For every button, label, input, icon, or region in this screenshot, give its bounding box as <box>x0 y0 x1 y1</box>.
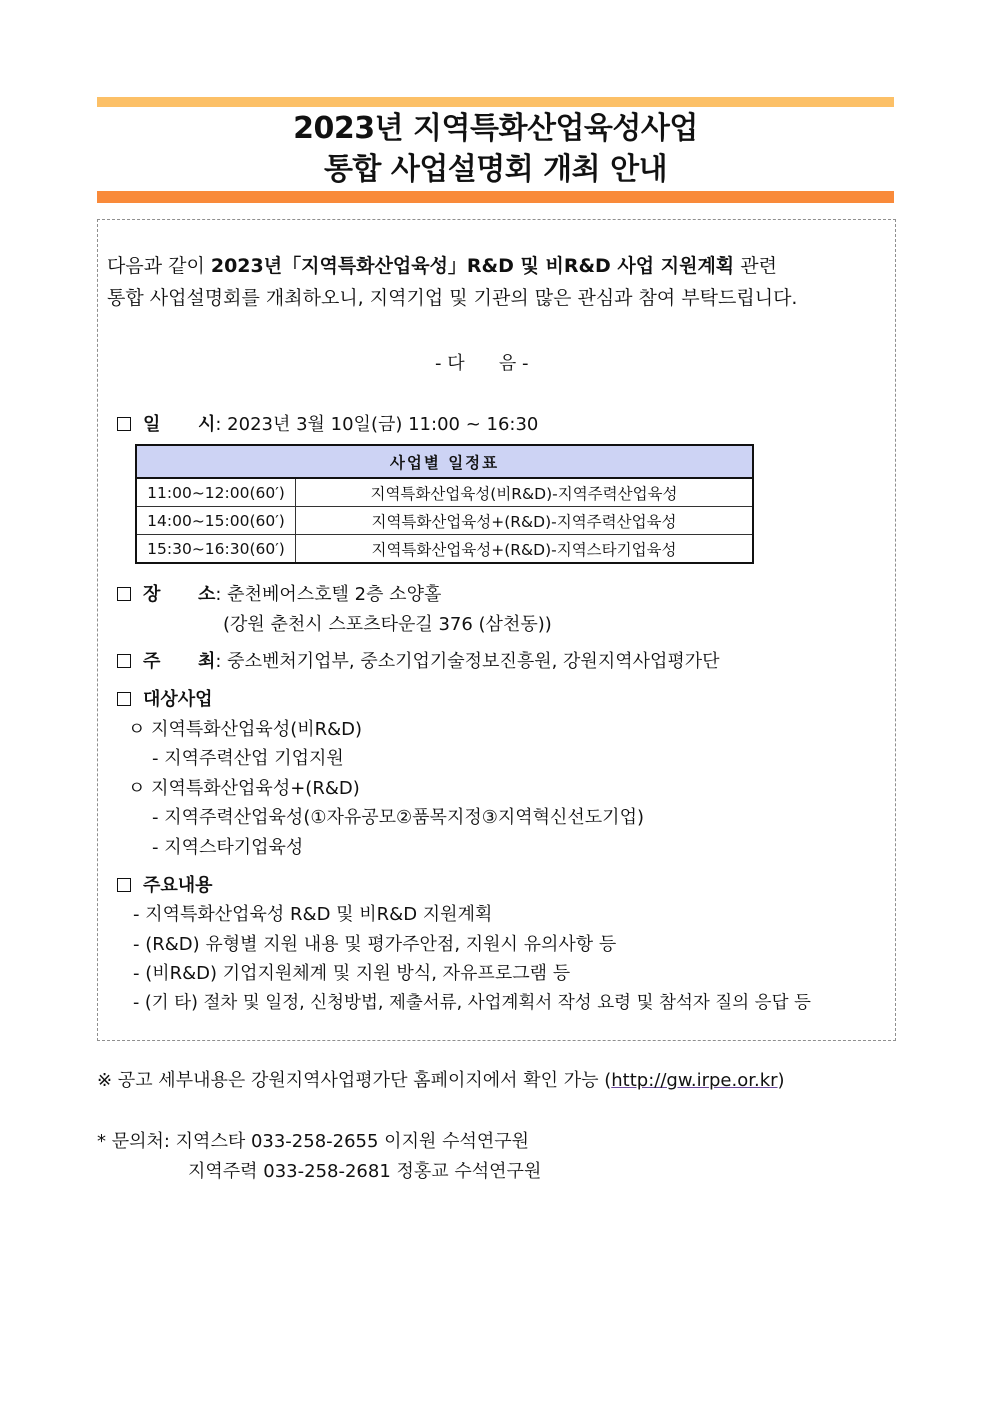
contents-item: - (기 타) 절차 및 일정, 신청방법, 제출서류, 사업계획서 작성 요령 및 참석자 질의 응답 등 <box>133 993 811 1013</box>
venue-line <box>117 580 441 606</box>
target-heading-line <box>117 685 213 711</box>
notice-text: ※ 공고 세부내용은 강원지역사업평가단 홈페이지에서 확인 가능 ( <box>97 1070 612 1091</box>
row-program: 지역특화산업육성+(R&D)-지역스타기업육성 <box>296 535 754 564</box>
target-item-2-sub-2: - 지역스타기업육성 <box>152 837 304 858</box>
target-item-2: ㅇ 지역특화산업육성+(R&D) <box>128 778 360 799</box>
intro-text-c: 관련 <box>734 255 777 277</box>
intro-text-a: 다음과 같이 <box>107 255 211 277</box>
host-line <box>117 647 720 673</box>
intro-line-1 <box>107 251 777 278</box>
document-title <box>97 108 894 190</box>
checkbox-square-icon <box>117 417 131 431</box>
title-bottom-bar <box>97 191 894 203</box>
contents-heading: 주요내용 <box>143 875 213 896</box>
checkbox-square-icon <box>117 878 131 892</box>
contents-heading-line <box>117 871 213 897</box>
intro-text-bold: 2023년「지역특화산업육성」R&D 및 비R&D 사업 지원계획 <box>210 255 735 277</box>
schedule-value: : 2023년 3월 10일(금) 11:00 ~ 16:30 <box>215 414 539 435</box>
table-row <box>136 507 753 535</box>
target-item-2-sub-1: - 지역주력산업육성(①자유공모②품목지정③지역혁신선도기업) <box>152 807 644 828</box>
row-time: 11:00~12:00(60′) <box>136 478 296 507</box>
checkbox-square-icon <box>117 654 131 668</box>
contents-item: - 지역특화산업육성 R&D 및 비R&D 지원계획 <box>133 904 493 925</box>
title-line-2: 통합 사업설명회 개최 안내 <box>323 152 668 187</box>
row-program: 지역특화산업육성(비R&D)-지역주력산업육성 <box>296 478 754 507</box>
venue-value: : 춘천베어스호텔 2층 소양홀 <box>215 584 442 605</box>
schedule-label: 일 시 <box>143 414 216 435</box>
homepage-link[interactable]: http://gw.irpe.or.kr <box>611 1070 778 1091</box>
row-time: 15:30~16:30(60′) <box>136 535 296 564</box>
host-value: : 중소벤처기업부, 중소기업기술정보진흥원, 강원지역사업평가단 <box>215 651 720 672</box>
notice-line <box>97 1066 785 1092</box>
target-item-1: ㅇ 지역특화산업육성(비R&D) <box>128 719 363 740</box>
target-heading: 대상사업 <box>143 689 213 710</box>
checkbox-square-icon <box>117 587 131 601</box>
contents-item: - (R&D) 유형별 지원 내용 및 평가주안점, 지원시 유의사항 등 <box>133 934 617 955</box>
da-eum-heading: - 다 음 - <box>435 353 529 374</box>
row-program: 지역특화산업육성+(R&D)-지역주력산업육성 <box>296 507 754 535</box>
title-top-bar <box>97 97 894 107</box>
intro-line-2: 통합 사업설명회를 개최하오니, 지역기업 및 기관의 많은 관심과 참여 부탁드립니다. <box>107 287 798 309</box>
venue-label: 장 소 <box>143 584 216 605</box>
target-item-1-sub: - 지역주력산업 기업지원 <box>152 748 344 769</box>
schedule-line <box>117 410 538 436</box>
row-time: 14:00~15:00(60′) <box>136 507 296 535</box>
host-label: 주 최 <box>143 651 216 672</box>
venue-address: (강원 춘천시 스포츠타운길 376 (삼천동)) <box>223 614 552 635</box>
inquiry-line-2: 지역주력 033-258-2681 정홍교 수석연구원 <box>188 1161 542 1182</box>
schedule-table-header: 사업별 일정표 <box>136 445 753 478</box>
inquiry-line-1: * 문의처: 지역스타 033-258-2655 이지원 수석연구원 <box>97 1131 530 1152</box>
table-row <box>136 535 753 564</box>
title-line-1: 2023년 지역특화산업육성사업 <box>293 111 698 146</box>
table-row <box>136 478 753 507</box>
schedule-table <box>135 444 754 564</box>
notice-close: ) <box>777 1070 785 1091</box>
contents-item: - (비R&D) 기업지원체계 및 지원 방식, 자유프로그램 등 <box>133 963 571 984</box>
checkbox-square-icon <box>117 692 131 706</box>
